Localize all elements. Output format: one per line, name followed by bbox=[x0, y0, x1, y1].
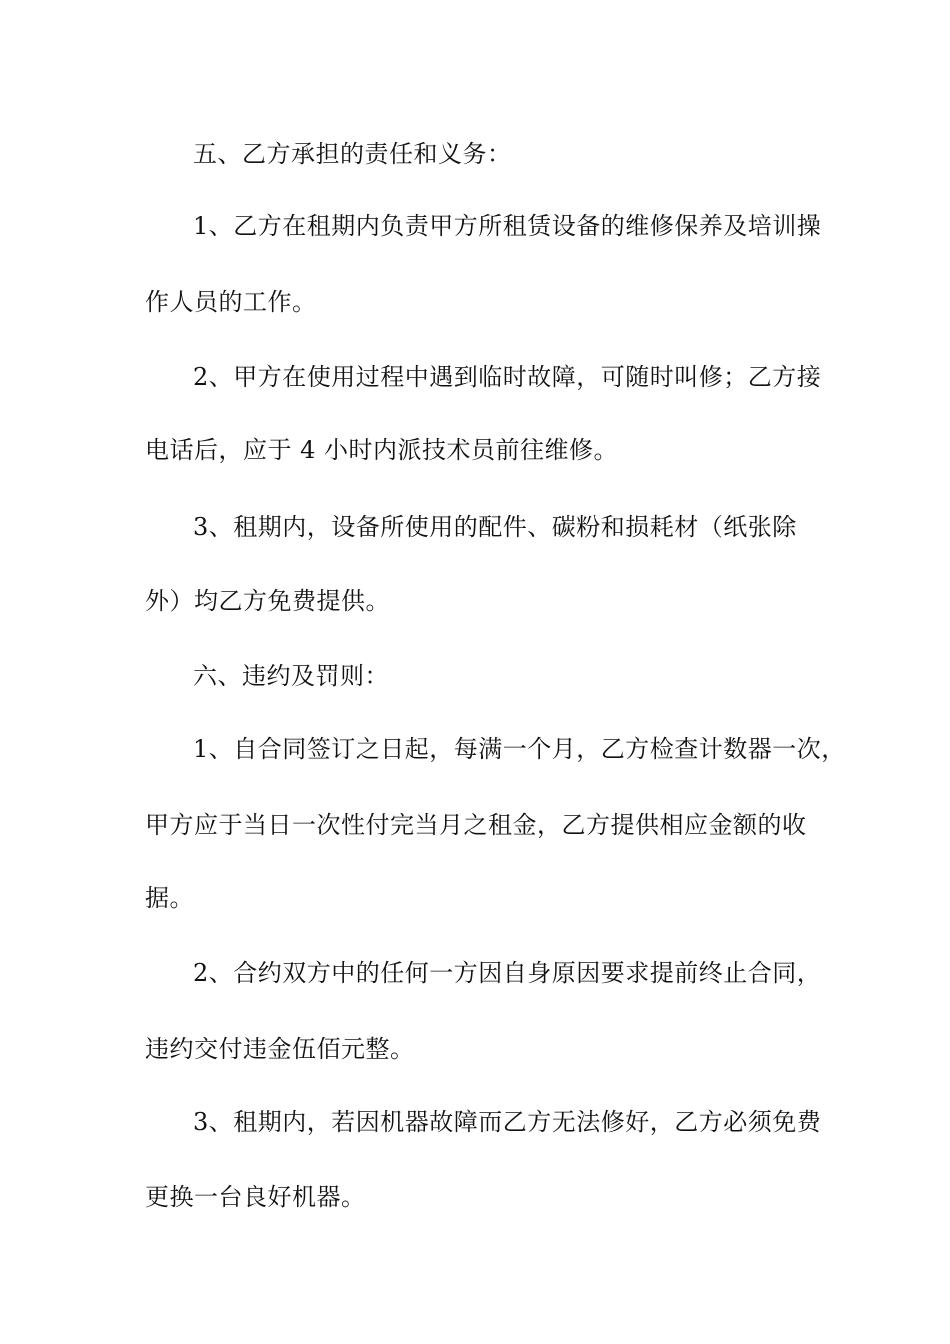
paragraph-line: 3、租期内，设备所使用的配件、碳粉和损耗材（纸张除 bbox=[193, 513, 797, 541]
section-heading-six: 六、违约及罚则： bbox=[193, 662, 389, 690]
paragraph-line: 3、租期内，若因机器故障而乙方无法修好，乙方必须免费 bbox=[193, 1108, 822, 1136]
paragraph-line: 违约交付违金伍佰元整。 bbox=[145, 1035, 415, 1063]
paragraph-line: 外）均乙方免费提供。 bbox=[145, 587, 390, 615]
paragraph-line: 作人员的工作。 bbox=[145, 288, 317, 316]
paragraph-line: 2、合约双方中的任何一方因自身原因要求提前终止合同， bbox=[193, 959, 822, 987]
section-heading-five: 五、乙方承担的责任和义务： bbox=[193, 140, 512, 168]
paragraph-line: 据。 bbox=[145, 884, 194, 912]
paragraph-line: 甲方应于当日一次性付完当月之租金，乙方提供相应金额的收 bbox=[145, 811, 807, 839]
paragraph-line: 电话后，应于 4 小时内派技术员前往维修。 bbox=[145, 436, 619, 464]
paragraph-line: 1、乙方在租期内负责甲方所租赁设备的维修保养及培训操 bbox=[193, 212, 822, 240]
paragraph-line: 更换一台良好机器。 bbox=[145, 1183, 366, 1211]
paragraph-line: 2、甲方在使用过程中遇到临时故障，可随时叫修；乙方接 bbox=[193, 363, 822, 391]
paragraph-line: 1、自合同签订之日起，每满一个月，乙方检查计数器一次， bbox=[193, 735, 846, 763]
